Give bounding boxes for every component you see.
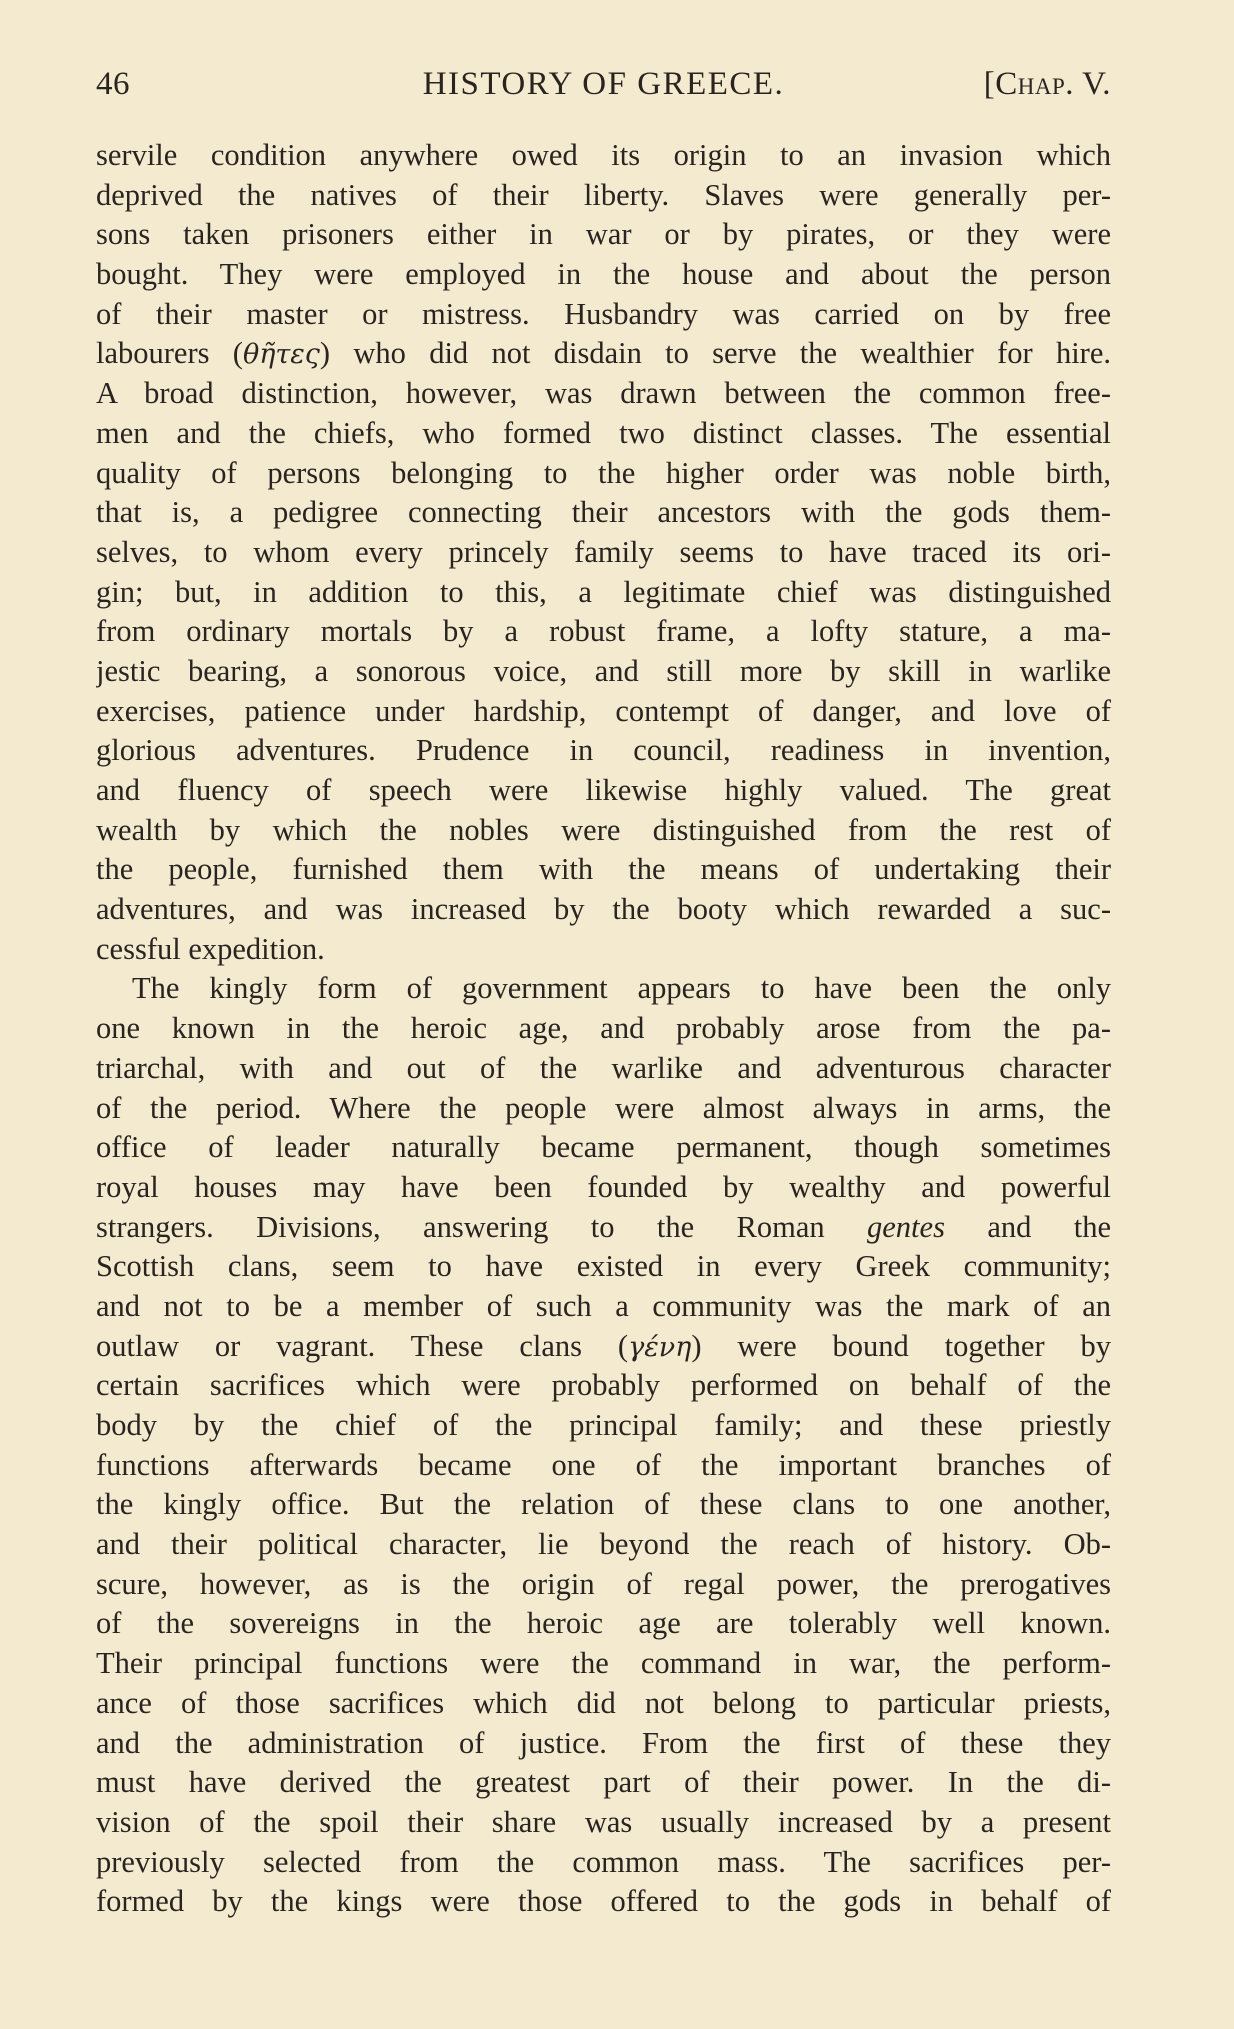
text-line: The kingly form of government appears to have been the only (132, 971, 1111, 1006)
text-line: of the period. Where the people were almost always in arms, the (96, 1090, 1111, 1125)
text-line: previously selected from the common mass. The sacrifices per- (96, 1844, 1111, 1879)
text-line: and not to be a member of such a community was the mark of an (96, 1288, 1111, 1323)
text-line: and their political character, lie beyond the reach of history. Ob- (96, 1527, 1111, 1562)
text-segment: ) were bound together by (691, 1328, 1111, 1363)
latin-term: gentes (867, 1209, 945, 1244)
text-line: gin; but, in addition to this, a legitimate chief was distinguished (96, 574, 1111, 609)
text-line: triarchal, with and out of the warlike and adventurous character (96, 1050, 1111, 1085)
text-line: certain sacrifices which were probably performed on behalf of the (96, 1368, 1111, 1403)
text-line (96, 1208, 1111, 1248)
text-line: Their principal functions were the command in war, the perform- (96, 1646, 1111, 1681)
text-line: exercises, patience under hardship, contempt of danger, and love of (96, 693, 1111, 728)
text-line (96, 334, 1111, 374)
page-number: 46 (96, 66, 130, 102)
text-line: selves, to whom every princely family seems to have traced its ori- (96, 534, 1111, 569)
greek-term: γένη (628, 1331, 692, 1363)
text-line: of the sovereigns in the heroic age are tolerably well known. (96, 1606, 1111, 1641)
text-line: wealth by which the nobles were distinguished from the rest of (96, 812, 1111, 847)
paragraph-1 (96, 136, 1111, 969)
text-segment: outlaw or vagrant. These clans ( (96, 1328, 629, 1363)
text-line: jestic bearing, a sonorous voice, and still more by skill in warlike (96, 653, 1111, 688)
text-line: A broad distinction, however, was drawn between the common free- (96, 376, 1111, 411)
text-segment: labourers ( (96, 336, 243, 371)
text-line: formed by the kings were those offered to the gods in behalf of (96, 1884, 1111, 1919)
paragraph-2 (96, 969, 1111, 1922)
text-line: royal houses may have been founded by wealthy and powerful (96, 1169, 1111, 1204)
text-line: one known in the heroic age, and probably arose from the pa- (96, 1011, 1111, 1046)
text-line: deprived the natives of their liberty. Slaves were generally per- (96, 177, 1111, 212)
text-line: ance of those sacrifices which did not belong to particular priests, (96, 1685, 1111, 1720)
text-line (96, 1327, 1111, 1367)
text-line: Scottish clans, seem to have existed in every Greek community; (96, 1249, 1111, 1284)
text-line: quality of persons belonging to the higher order was noble birth, (96, 455, 1111, 490)
running-head (96, 62, 1111, 106)
text-line: functions afterwards became one of the important branches of (96, 1447, 1111, 1482)
text-line: bought. They were employed in the house and about the person (96, 257, 1111, 292)
text-line: office of leader naturally became permanent, though sometimes (96, 1130, 1111, 1165)
text-line: men and the chiefs, who formed two distinct classes. The essential (96, 415, 1111, 450)
text-line: from ordinary mortals by a robust frame, a lofty stature, a ma- (96, 614, 1111, 649)
text-line: body by the chief of the principal family; and these priestly (96, 1408, 1111, 1442)
text-line: scure, however, as is the origin of regal power, the prerogatives (96, 1566, 1111, 1601)
text-line: must have derived the greatest part of their power. In the di- (96, 1765, 1111, 1800)
text-line: the people, furnished them with the means of undertaking their (96, 852, 1111, 887)
text-segment: ) who did not disdain to serve the wealthier for hire. (319, 336, 1111, 371)
text-line: servile condition anywhere owed its origin to an invasion which (96, 138, 1111, 172)
text-line: cessful expedition. (96, 931, 325, 966)
greek-term: θῆτες (242, 339, 320, 371)
text-line: sons taken prisoners either in war or by pirates, or they were (96, 217, 1111, 252)
text-line: vision of the spoil their share was usually increased by a present (96, 1804, 1111, 1839)
text-segment: and the (944, 1209, 1111, 1244)
text-line: and the administration of justice. From the first of these they (96, 1725, 1111, 1760)
chapter-reference: [Chap. V. (983, 66, 1111, 102)
text-line: of their master or mistress. Husbandry was carried on by free (96, 296, 1111, 331)
text-line: that is, a pedigree connecting their ancestors with the gods them- (96, 495, 1111, 530)
book-title: HISTORY OF GREECE. (422, 66, 785, 102)
body-text (96, 136, 1111, 1922)
text-line: adventures, and was increased by the booty which rewarded a suc- (96, 892, 1111, 927)
text-line: glorious adventures. Prudence in council, readiness in invention, (96, 733, 1111, 768)
text-line: and fluency of speech were likewise highly valued. The great (96, 773, 1111, 807)
text-line: the kingly office. But the relation of these clans to one another, (96, 1487, 1111, 1522)
text-segment: strangers. Divisions, answering to the Roman (96, 1209, 868, 1244)
